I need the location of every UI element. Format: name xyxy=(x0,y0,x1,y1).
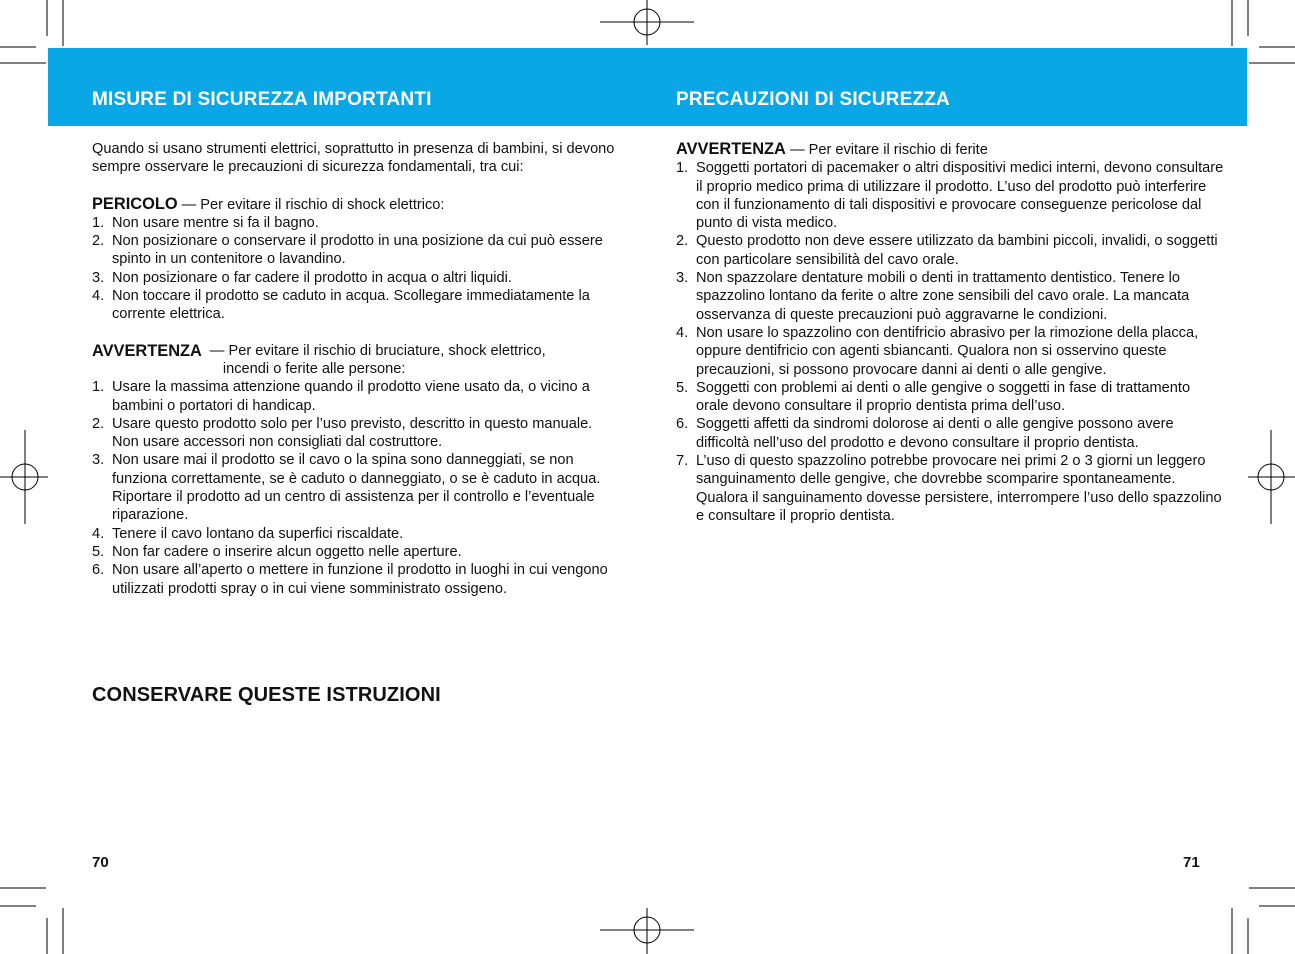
list-item-text: Questo prodotto non deve essere utilizzato da bambini piccoli, invalidi, o soggetti con particolare sensibilità del cavo orale. xyxy=(696,233,1218,268)
list-item xyxy=(92,561,632,598)
list-item-text: Non usare lo spazzolino con dentifricio abrasivo per la rimozione della placca, oppure dentifricio con agenti sbiancanti. Qualora non si osservino queste precauzioni, si possono provocare danni ai denti o alle gengive. xyxy=(696,324,1199,378)
right-warning-label: AVVERTENZA xyxy=(676,140,786,158)
list-item xyxy=(676,159,1226,232)
list-item-text: Non usare all’aperto o mettere in funzione il prodotto in luoghi in cui vengono utilizzati prodotti spray o in cui viene somministrato ossigeno. xyxy=(112,562,608,597)
list-item-number: 5. xyxy=(676,379,689,396)
list-item xyxy=(92,232,642,269)
list-item-number: 1. xyxy=(92,214,105,231)
danger-label: PERICOLO xyxy=(92,194,178,213)
warning-heading xyxy=(92,342,632,379)
list-item-number: 4. xyxy=(676,324,689,341)
list-item-number: 7. xyxy=(676,453,689,470)
list-item-number: 1. xyxy=(92,379,105,396)
list-item-number: 2. xyxy=(92,233,105,250)
warning-label: AVVERTENZA xyxy=(92,341,202,360)
left-page-title: MISURE DI SICUREZZA IMPORTANTI xyxy=(92,89,432,110)
warning-list xyxy=(92,378,632,598)
danger-text: — Per evitare il rischio di shock elettrico: xyxy=(177,196,445,213)
list-item-text: Usare la massima attenzione quando il prodotto viene usato da, o vicino a bambini o portatori di handicap. xyxy=(112,379,590,414)
list-item xyxy=(92,287,642,324)
right-warning-heading xyxy=(676,140,1216,159)
intro-paragraph: Quando si usano strumenti elettrici, soprattutto in presenza di bambini, si devono sempre osservare le precauzioni di sicurezza fondamentali, tra cui: xyxy=(92,141,615,176)
list-item-text: Non spazzolare dentature mobili o denti in trattamento dentistico. Tenere lo spazzolino lontano da ferite o altre zone sensibili del cavo orale. La mancata osservanza di queste precauzioni può aggravarne le condizioni. xyxy=(696,270,1190,323)
list-item-number: 2. xyxy=(92,415,105,432)
list-item-number: 6. xyxy=(676,416,689,433)
list-item xyxy=(676,379,1226,416)
right-column xyxy=(676,140,1224,525)
list-item xyxy=(676,324,1226,379)
list-item-text: Non usare mai il prodotto se il cavo o la spina sono danneggiati, se non funziona correttamente, se è caduto o danneggiato, o se è caduto in acqua. Riportare il prodotto ad un centro di assistenza per il controllo e l’eventuale riparazione. xyxy=(112,452,601,524)
list-item-number: 3. xyxy=(92,269,105,286)
list-item-number: 5. xyxy=(92,543,105,560)
list-item-text: Usare questo prodotto solo per l’uso previsto, descritto in questo manuale. xyxy=(112,415,593,432)
danger-list xyxy=(92,214,632,324)
list-item-number: 2. xyxy=(676,233,689,250)
list-item-extra: Non usare accessori non consigliati dal costruttore. xyxy=(112,434,443,451)
right-warning-text: — Per evitare il rischio di ferite xyxy=(785,142,988,158)
list-item-text: Non posizionare o far cadere il prodotto in acqua o altri liquidi. xyxy=(112,269,512,286)
page-number-left: 70 xyxy=(92,854,109,871)
list-item-text: Soggetti affetti da sindromi dolorose ai denti o alle gengive possono avere difficoltà nell’uso del prodotto e devono consultare il proprio dentista. xyxy=(696,416,1174,451)
list-item-text: Non posizionare o conservare il prodotto in una posizione da cui può essere spinto in un contenitore o lavandino. xyxy=(112,233,603,268)
list-item-text: Non usare mentre si fa il bagno. xyxy=(112,214,319,231)
list-item xyxy=(92,543,632,561)
list-item xyxy=(92,415,632,452)
header-banner xyxy=(48,48,1247,126)
list-item xyxy=(92,378,632,415)
danger-heading xyxy=(92,195,632,214)
right-warning-list xyxy=(676,159,1224,525)
list-item-number: 3. xyxy=(92,452,105,469)
list-item xyxy=(676,415,1226,452)
closing-heading: CONSERVARE QUESTE ISTRUZIONI xyxy=(92,684,441,706)
list-item xyxy=(92,214,642,232)
right-page-title: PRECAUZIONI DI SICUREZZA xyxy=(676,89,950,110)
warning-text: — Per evitare il rischio di bruciature, shock elettrico, incendi o ferite alle persone: xyxy=(209,342,546,377)
list-item xyxy=(92,451,632,524)
list-item xyxy=(92,269,642,287)
list-item-text: Soggetti portatori di pacemaker o altri dispositivi medici interni, devono consultare il proprio medico prima di utilizzare il prodotto. L’uso del prodotto può interferire con il funzionamento di tali dispositivi e provocare conseguenze pericolose dal punto di vista medico. xyxy=(696,160,1224,232)
list-item-number: 3. xyxy=(676,270,689,287)
list-item-number: 4. xyxy=(92,288,105,305)
page-number-right: 71 xyxy=(1183,854,1200,871)
list-item-number: 6. xyxy=(92,562,105,579)
left-column xyxy=(92,140,632,598)
list-item-text: L’uso di questo spazzolino potrebbe provocare nei primi 2 o 3 giorni un leggero sanguinamento delle gengive, che dovrebbe scomparire spontaneamente. Qualora il sanguinamento dovesse persistere, interrompere l’uso dello spazzolino e consultare il proprio dentista. xyxy=(696,453,1222,524)
list-item-text: Non toccare il prodotto se caduto in acqua. Scollegare immediatamente la corrente elettrica. xyxy=(112,288,590,323)
list-item-text: Tenere il cavo lontano da superfici riscaldate. xyxy=(112,525,404,542)
list-item xyxy=(676,269,1226,324)
list-item-text: Soggetti con problemi ai denti o alle gengive o soggetti in fase di trattamento orale devono consultare il proprio dentista prima dell’uso. xyxy=(696,379,1191,415)
list-item-number: 1. xyxy=(676,160,689,177)
list-item xyxy=(676,232,1226,269)
list-item xyxy=(92,525,632,543)
list-item-text: Non far cadere o inserire alcun oggetto nelle aperture. xyxy=(112,543,462,560)
list-item xyxy=(676,452,1226,525)
list-item-number: 4. xyxy=(92,525,105,542)
